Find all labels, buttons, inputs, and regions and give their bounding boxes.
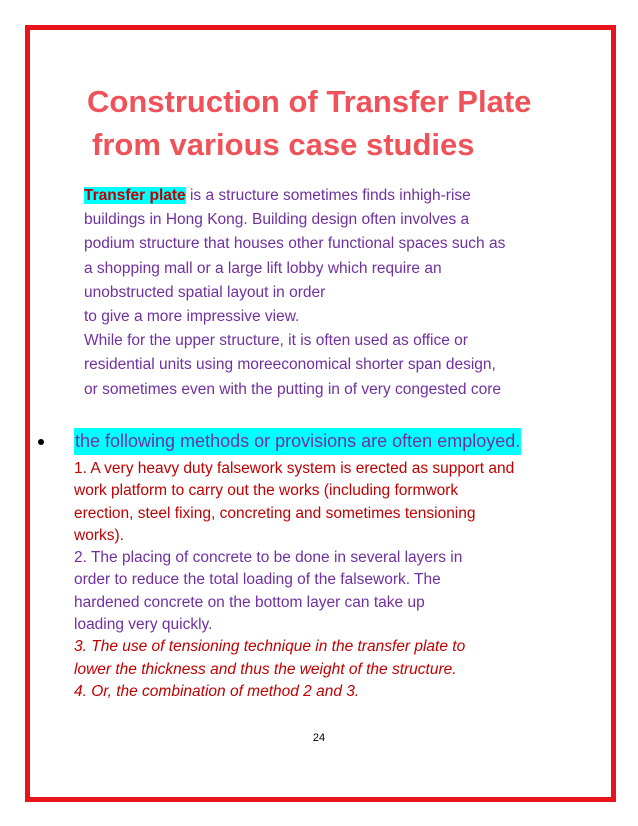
intro-line-text: is a structure sometimes finds inhigh-rise (185, 187, 471, 204)
intro-line: or sometimes even with the putting in of very congested core (84, 380, 501, 398)
transfer-plate-term: Transfer plate (84, 187, 186, 204)
method-4-line: 4. Or, the combination of method 2 and 3. (74, 682, 360, 700)
methods-list (74, 458, 594, 703)
intro-paragraph (84, 184, 584, 402)
method-1-line: erection, steel fixing, concreting and sometimes tensioning (74, 504, 476, 522)
intro-line: a shopping mall or a large lift lobby which require an (84, 259, 442, 277)
method-1-line: 1. A very heavy duty falsework system is erected as support and (74, 460, 515, 477)
method-3-line: 3. The use of tensioning technique in the transfer plate to (74, 638, 466, 656)
bullet-dot-icon (38, 439, 44, 445)
method-2 (74, 547, 594, 636)
page-title (87, 80, 587, 166)
method-1 (74, 458, 594, 547)
method-3-line: lower the thickness and thus the weight of the structure. (74, 660, 457, 678)
page-number: 24 (312, 732, 326, 744)
method-2-line: hardened concrete on the bottom layer can take up (74, 593, 425, 611)
intro-line: buildings in Hong Kong. Building design often involves a (84, 211, 470, 229)
intro-line: podium structure that houses other functional spaces such as (84, 235, 506, 253)
method-2-line: 2. The placing of concrete to be done in several layers in (74, 549, 463, 567)
intro-line: While for the upper structure, it is often used as office or (84, 332, 468, 350)
intro-line: unobstructed spatial layout in order (84, 283, 326, 301)
intro-line (84, 184, 584, 208)
title-line-2: from various case studies (92, 127, 475, 162)
method-2-line: loading very quickly. (74, 616, 213, 634)
method-3-and-4 (74, 636, 594, 703)
title-line-1: Construction of Transfer Plate (87, 84, 532, 119)
method-1-line: work platform to carry out the works (including formwork (74, 482, 459, 500)
bullet-text: the following methods or provisions are often employed. (74, 428, 521, 455)
intro-line: to give a more impressive view. (84, 308, 300, 326)
method-1-line: works). (74, 526, 124, 544)
method-2-line: order to reduce the total loading of the falsework. The (74, 571, 441, 589)
intro-line: residential units using moreeconomical shorter span design, (84, 356, 496, 374)
